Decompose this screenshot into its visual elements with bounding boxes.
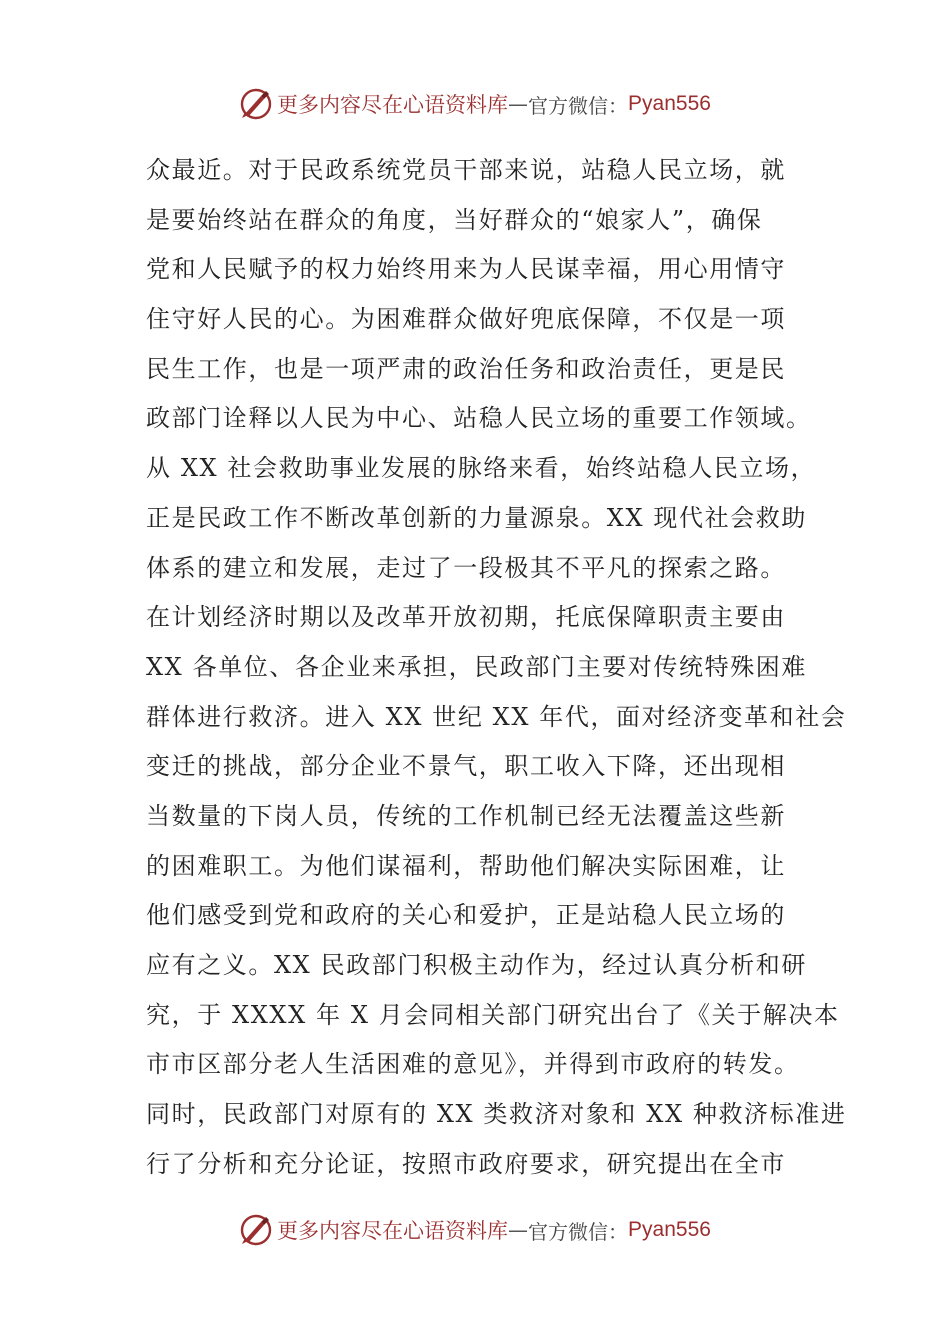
body-line: 市市区部分老人生活困难的意见》，并得到市政府的转发。 [146, 1050, 800, 1079]
body-line: 民生工作，也是一项严肃的政治任务和政治责任，更是民 [146, 354, 786, 383]
footer-dash: — [508, 1218, 529, 1242]
body-line: 是要始终站在群众的角度，当好群众的“娘家人”，确保 [146, 205, 763, 234]
body-line: 当数量的下岗人员，传统的工作机制已经无法覆盖这些新 [146, 801, 786, 830]
body-line: 在计划经济时期以及改革开放初期，托底保障职责主要由 [146, 603, 786, 632]
footer-official-label: 官方微信： [528, 1219, 629, 1244]
body-line: 的困难职工。为他们谋福利，帮助他们解决实际困难，让 [146, 851, 786, 880]
body-line: 住守好人民的心。为困难群众做好兜底保障，不仅是一项 [146, 305, 786, 334]
document-body [146, 146, 847, 1189]
body-line: 正是民政工作不断改革创新的力量源泉。XX 现代社会救助 [146, 503, 807, 532]
body-line: 从 XX 社会救助事业发展的脉络来看，始终站稳人民立场， [146, 454, 817, 483]
footer-wechat-id: Pyan556 [628, 1218, 711, 1241]
body-line: 党和人民赋予的权力始终用来为人民谋幸福，用心用情守 [146, 255, 786, 284]
body-line: 变迁的挑战，部分企业不景气，职工收入下降，还出现相 [146, 752, 786, 781]
body-line: 他们感受到党和政府的关心和爱护，正是站稳人民立场的 [146, 901, 786, 930]
header-dash: — [508, 92, 529, 116]
body-line: 政部门诠释以人民为中心、站稳人民立场的重要工作领域。 [146, 404, 812, 433]
pen-logo-icon [239, 87, 273, 121]
header-wechat-id: Pyan556 [628, 92, 711, 115]
body-line: 同时，民政部门对原有的 XX 类救济对象和 XX 种救济标准进 [146, 1100, 847, 1129]
body-line: 体系的建立和发展，走过了一段极其不平凡的探索之路。 [146, 553, 786, 582]
body-line: 群体进行救济。进入 XX 世纪 XX 年代，面对经济变革和社会 [146, 702, 847, 731]
header-banner [0, 84, 950, 124]
footer-banner [0, 1210, 950, 1250]
pen-logo-icon [239, 1213, 273, 1247]
body-line: 究，于 XXXX 年 X 月会同相关部门研究出台了《关于解决本 [146, 1000, 840, 1029]
header-official-label: 官方微信： [528, 93, 629, 118]
header-library-name: 更多内容尽在心语资料库 [277, 93, 509, 117]
body-line: 行了分析和充分论证，按照市政府要求，研究提出在全市 [146, 1149, 786, 1178]
body-line: 应有之义。XX 民政部门积极主动作为，经过认真分析和研 [146, 951, 807, 979]
footer-library-name: 更多内容尽在心语资料库 [277, 1219, 509, 1243]
body-line: 众最近。对于民政系统党员干部来说，站稳人民立场，就 [146, 156, 786, 184]
body-line: XX 各单位、各企业来承担，民政部门主要对传统特殊困难 [146, 652, 807, 681]
